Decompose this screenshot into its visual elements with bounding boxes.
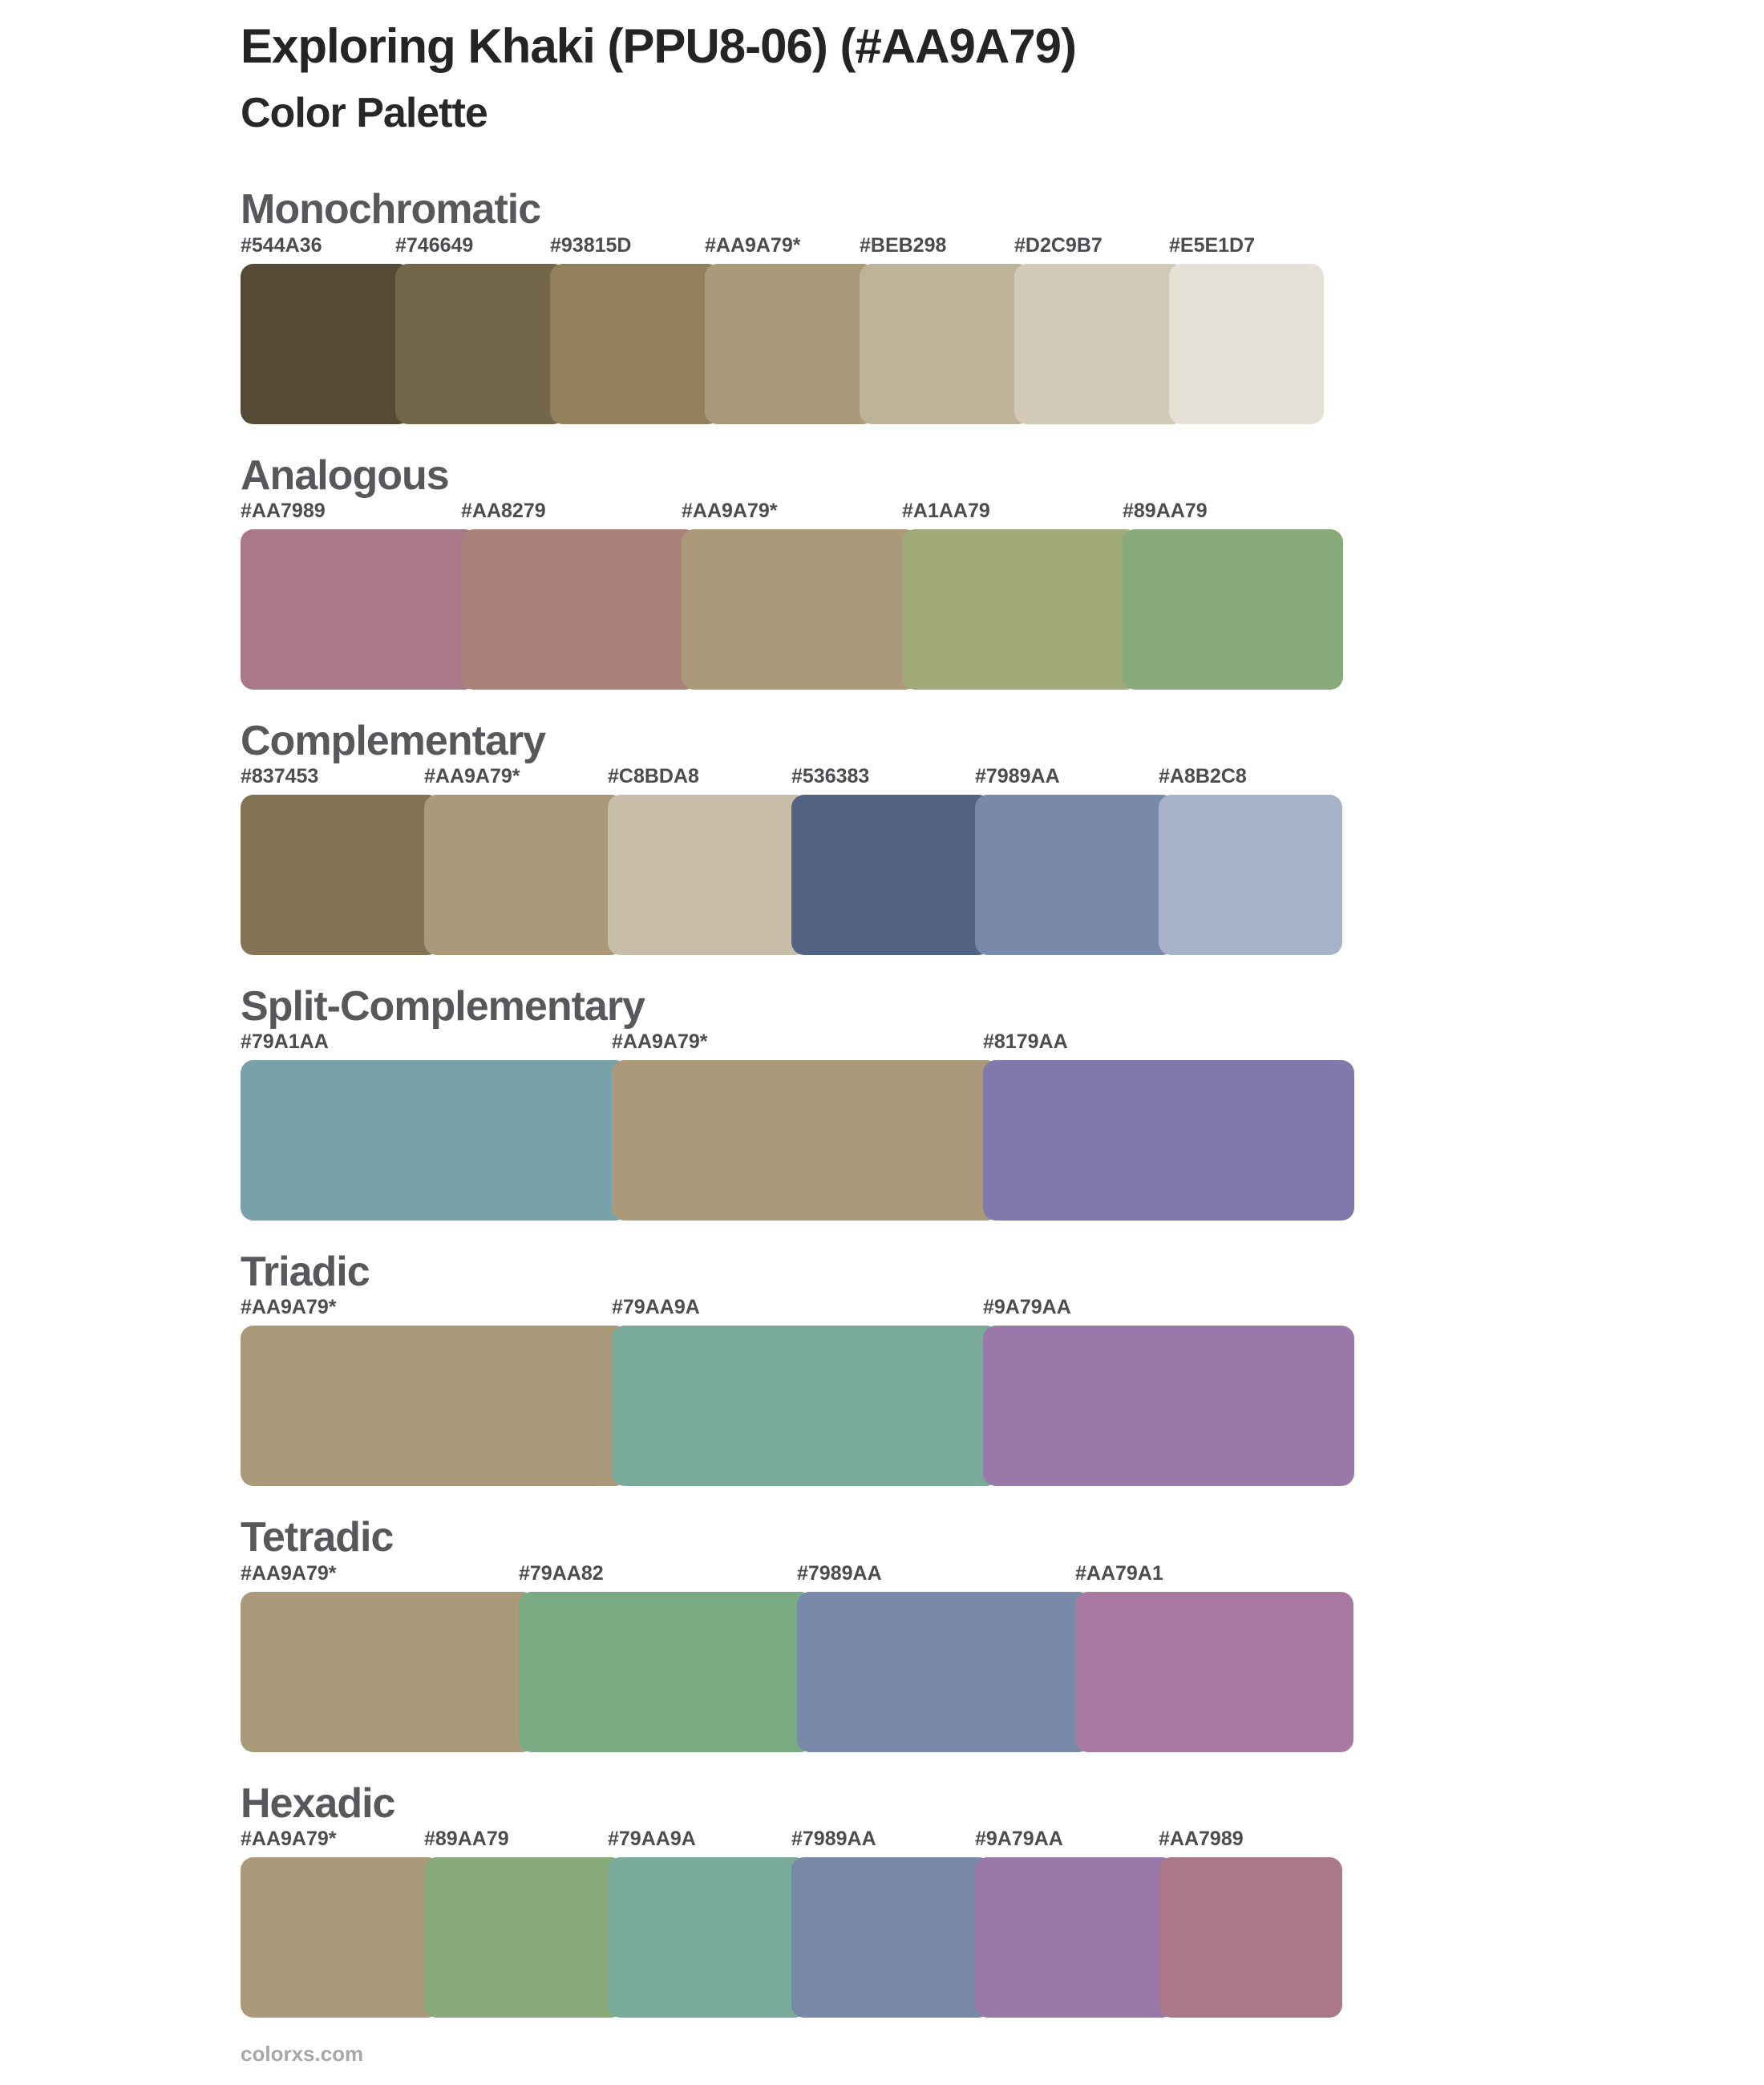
color-swatch[interactable]	[1169, 264, 1324, 424]
swatch-hex-label: #7989AA	[791, 1827, 876, 1850]
color-swatch[interactable]	[860, 264, 1030, 424]
swatch-column	[424, 764, 608, 955]
swatch-hex-label: #79AA82	[519, 1561, 604, 1585]
swatch-row	[241, 1827, 1764, 2018]
swatch-hex-label: #AA9A79*	[241, 1561, 337, 1585]
swatch-hex-label: #79AA9A	[612, 1296, 700, 1319]
color-swatch[interactable]	[975, 1857, 1175, 2018]
swatch-column	[550, 233, 705, 424]
swatch-column	[983, 1295, 1354, 1486]
swatch-column	[797, 1561, 1075, 1752]
swatch-column	[461, 499, 682, 690]
color-swatch[interactable]	[424, 795, 624, 955]
swatch-hex-label: #AA9A79*	[705, 233, 801, 257]
color-swatch[interactable]	[791, 1857, 991, 2018]
swatch-hex-label: #A8B2C8	[1159, 764, 1247, 787]
color-swatch[interactable]	[608, 795, 807, 955]
swatch-row	[241, 1295, 1764, 1486]
swatch-hex-label: #544A36	[241, 233, 322, 257]
color-swatch[interactable]	[612, 1326, 999, 1486]
palette-section	[241, 453, 1764, 690]
swatch-hex-label: #837453	[241, 764, 319, 787]
color-swatch[interactable]	[241, 1326, 628, 1486]
swatch-row	[241, 764, 1764, 955]
palette-section	[241, 984, 1764, 1221]
page-title: Exploring Khaki (PPU8-06) (#AA9A79)	[241, 19, 1076, 73]
color-swatch[interactable]	[1123, 529, 1343, 690]
palette-section	[241, 187, 1764, 423]
swatch-column	[241, 1561, 519, 1752]
swatch-hex-label: #AA9A79*	[424, 764, 520, 787]
color-swatch[interactable]	[612, 1060, 999, 1221]
section-title: Monochromatic	[241, 186, 541, 233]
palette-sections	[241, 187, 1764, 2017]
swatch-hex-label: #AA9A79*	[612, 1030, 708, 1054]
swatch-row	[241, 499, 1764, 690]
section-title: Tetradic	[241, 1514, 394, 1561]
swatch-hex-label: #AA8279	[461, 499, 546, 522]
swatch-hex-label: #9A79AA	[975, 1827, 1063, 1850]
section-title: Split-Complementary	[241, 982, 645, 1030]
color-swatch[interactable]	[983, 1326, 1354, 1486]
swatch-column	[682, 499, 902, 690]
swatch-column	[241, 233, 395, 424]
swatch-column	[860, 233, 1014, 424]
color-swatch[interactable]	[1075, 1592, 1353, 1752]
color-swatch[interactable]	[461, 529, 698, 690]
palette-section	[241, 719, 1764, 955]
section-title: Complementary	[241, 717, 545, 764]
swatch-column	[241, 1295, 612, 1486]
footer-site-link[interactable]: colorxs.com	[241, 2041, 364, 2066]
swatch-row	[241, 233, 1764, 424]
swatch-hex-label: #C8BDA8	[608, 764, 699, 787]
swatch-column	[424, 1827, 608, 2018]
swatch-column	[612, 1295, 983, 1486]
swatch-column	[395, 233, 550, 424]
swatch-hex-label: #BEB298	[860, 233, 947, 257]
color-swatch[interactable]	[519, 1592, 813, 1752]
swatch-column	[1159, 1827, 1342, 2018]
color-swatch[interactable]	[241, 264, 411, 424]
swatch-hex-label: #93815D	[550, 233, 632, 257]
swatch-hex-label: #89AA79	[424, 1827, 509, 1850]
swatch-hex-label: #AA9A79*	[241, 1296, 337, 1319]
swatch-hex-label: #536383	[791, 764, 870, 787]
swatch-hex-label: #7989AA	[797, 1561, 882, 1585]
color-swatch[interactable]	[395, 264, 566, 424]
swatch-column	[241, 1030, 612, 1221]
swatch-hex-label: #D2C9B7	[1014, 233, 1102, 257]
swatch-column	[1014, 233, 1169, 424]
swatch-column	[983, 1030, 1354, 1221]
swatch-row	[241, 1030, 1764, 1221]
swatch-column	[975, 1827, 1159, 2018]
palette-section	[241, 1515, 1764, 1751]
color-swatch[interactable]	[241, 1857, 440, 2018]
color-swatch[interactable]	[241, 1060, 628, 1221]
palette-section	[241, 1249, 1764, 1486]
swatch-hex-label: #A1AA79	[902, 499, 990, 522]
color-swatch[interactable]	[550, 264, 721, 424]
swatch-hex-label: #8179AA	[983, 1030, 1068, 1054]
color-swatch[interactable]	[608, 1857, 807, 2018]
swatch-hex-label: #7989AA	[975, 764, 1060, 787]
color-swatch[interactable]	[791, 795, 991, 955]
swatch-column	[1123, 499, 1343, 690]
color-swatch[interactable]	[241, 529, 477, 690]
swatch-column	[241, 1827, 424, 2018]
color-swatch[interactable]	[241, 1592, 535, 1752]
swatch-hex-label: #E5E1D7	[1169, 233, 1256, 257]
swatch-column	[1159, 764, 1342, 955]
swatch-hex-label: #AA7989	[241, 499, 326, 522]
swatch-column	[612, 1030, 983, 1221]
color-swatch[interactable]	[902, 529, 1139, 690]
swatch-row	[241, 1561, 1764, 1752]
color-swatch[interactable]	[1014, 264, 1185, 424]
swatch-column	[791, 764, 975, 955]
swatch-hex-label: #746649	[395, 233, 474, 257]
swatch-hex-label: #AA9A79*	[241, 1827, 337, 1850]
color-swatch[interactable]	[241, 795, 440, 955]
swatch-column	[241, 764, 424, 955]
swatch-column	[1169, 233, 1324, 424]
color-swatch[interactable]	[975, 795, 1175, 955]
swatch-hex-label: #89AA79	[1123, 499, 1208, 522]
swatch-hex-label: #AA79A1	[1075, 1561, 1163, 1585]
color-swatch[interactable]	[705, 264, 876, 424]
swatch-column	[705, 233, 860, 424]
color-swatch[interactable]	[1159, 795, 1342, 955]
swatch-hex-label: #9A79AA	[983, 1296, 1071, 1319]
section-title: Hexadic	[241, 1779, 395, 1827]
swatch-column	[608, 1827, 791, 2018]
color-swatch[interactable]	[682, 529, 918, 690]
swatch-column	[791, 1827, 975, 2018]
color-swatch[interactable]	[797, 1592, 1091, 1752]
swatch-hex-label: #79AA9A	[608, 1827, 696, 1850]
page-subtitle: Color Palette	[241, 90, 488, 136]
swatch-hex-label: #AA7989	[1159, 1827, 1244, 1850]
section-title: Analogous	[241, 451, 449, 499]
palette-section	[241, 1781, 1764, 2018]
swatch-column	[975, 764, 1159, 955]
swatch-column	[519, 1561, 797, 1752]
swatch-column	[608, 764, 791, 955]
swatch-column	[902, 499, 1123, 690]
color-swatch[interactable]	[983, 1060, 1354, 1221]
color-swatch[interactable]	[1159, 1857, 1342, 2018]
section-title: Triadic	[241, 1249, 370, 1296]
swatch-column	[241, 499, 461, 690]
color-swatch[interactable]	[424, 1857, 624, 2018]
swatch-hex-label: #AA9A79*	[682, 499, 778, 522]
swatch-column	[1075, 1561, 1353, 1752]
swatch-hex-label: #79A1AA	[241, 1030, 329, 1054]
